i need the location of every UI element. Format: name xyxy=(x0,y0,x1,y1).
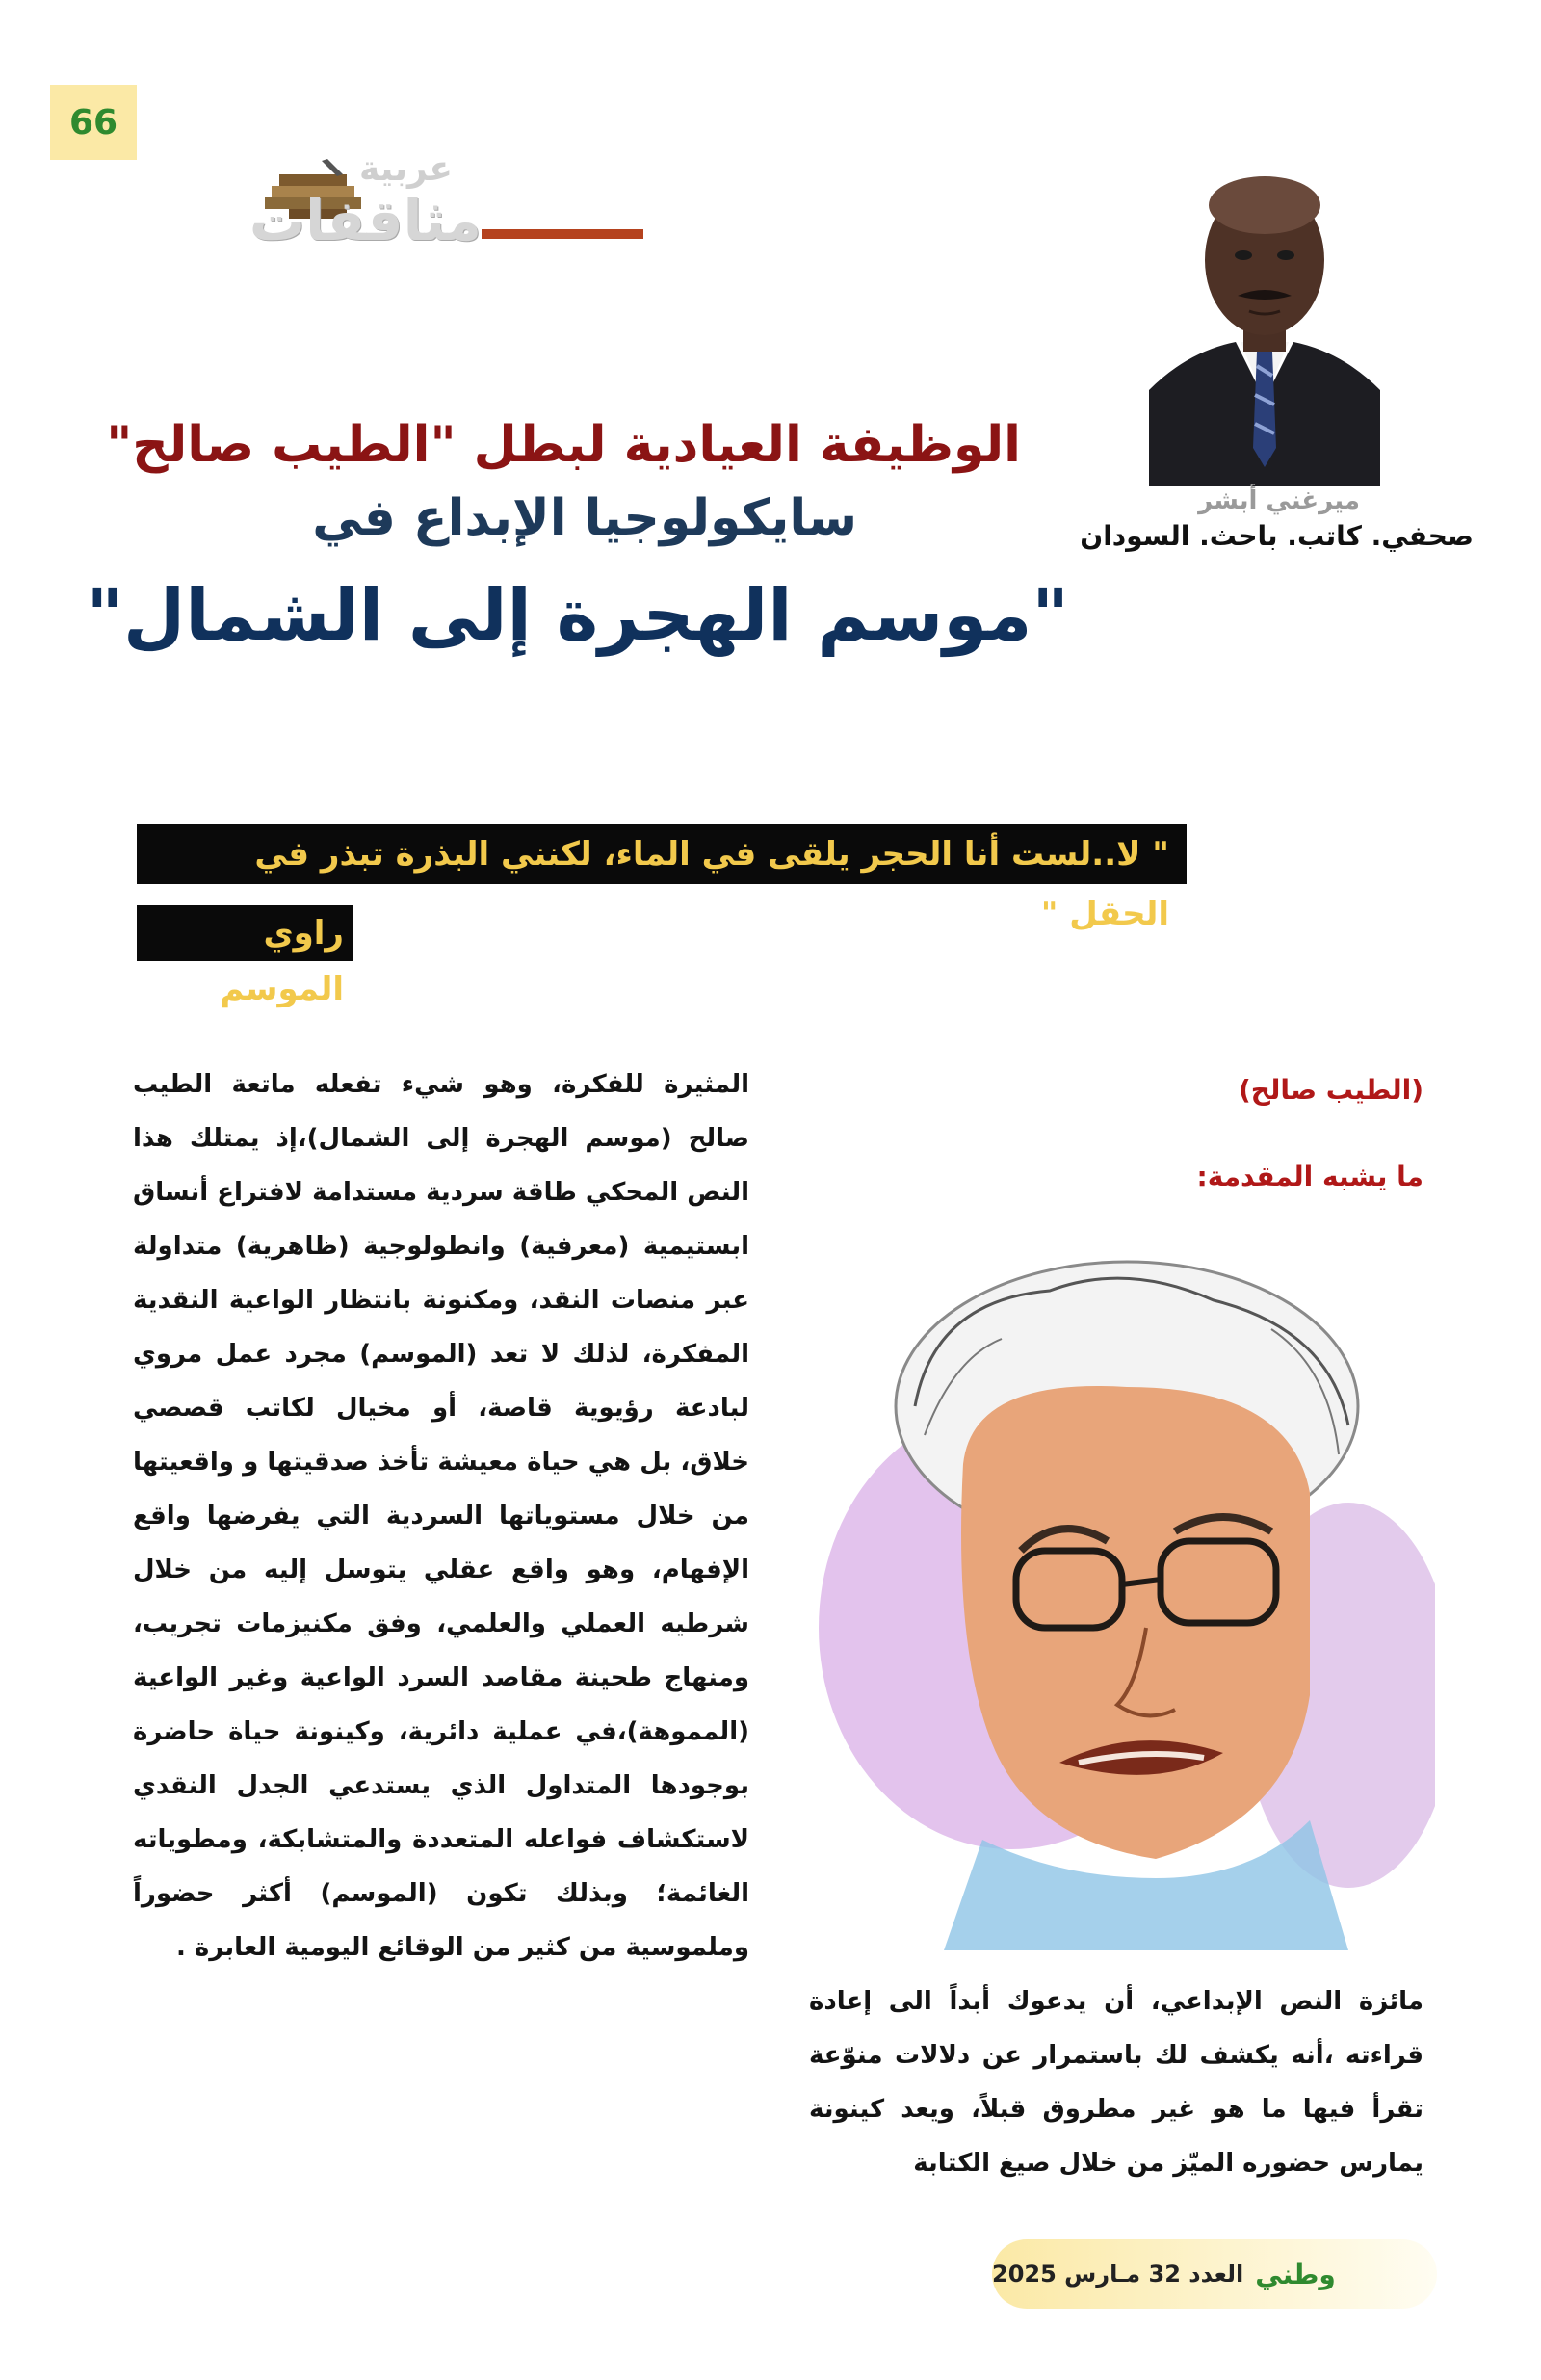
section-logo xyxy=(96,144,674,260)
body-column-left: المثيرة للفكرة، وهو شيء تفعله ماتعة الطيب صالح (موسم الهجرة إلى الشمال)،إذ يمتلك هذا النص المحكي طاقة سردية مستدامة لافتراع أنساق ابستيمية (معرفية) وانطولوجية (ظاهرية) متداولة عبر منصات النقد، ومكنونة بانتظار الواعية النقدية المفكرة، لذلك لا تعد (الموسم) مجرد عمل مروي لبادعة رؤيوية قاصة، أو مخيال لكاتب قصصي خلاق، بل هي حياة معيشة تأخذ صدقيتها و واقعيتها من خلال مستوياتها السردية التي يفرضها واقع الإفهام، وهو واقع عقلي يتوسل إليه من خلال شرطيه العملي والعلمي، وفق مكنيزمات تجريب، ومنهاج طحينة مقاصد السرد الواعية وغير الواعية (المموهة)،في عملية دائرية، وكينونة حياة حاضرة بوجودها المتداول الذي يستدعي الجدل النقدي لاستكشاف فواعله المتعددة والمتشابكة، ومطوياته الغائمة؛ وبذلك تكون (الموسم) أكثر حضوراً وملموسية من كثير من الوقائع اليومية العابرة . xyxy=(133,1070,749,1962)
author-name: ميرغني أبشر xyxy=(1198,486,1360,515)
section-logo-bar xyxy=(482,229,643,239)
article-title-line-3: "موسم الهجرة إلى الشمال" xyxy=(86,574,1069,657)
article-title-line-2: سايكولوجيا الإبداع في xyxy=(312,489,857,547)
section-logo-subtitle: عربية xyxy=(358,149,453,189)
footer-magazine-name: وطني xyxy=(1255,2258,1336,2290)
article-title-line-1: الوظيفة العيادية لبطل "الطيب صالح" xyxy=(106,416,1021,474)
footer-issue-info: العدد 32 مـارس 2025 xyxy=(992,2261,1244,2288)
author-role: صحفي. كاتب. باحث. السودان xyxy=(1080,520,1474,552)
footer-issue-badge xyxy=(992,2239,1437,2309)
author-reference: (الطيب صالح) xyxy=(1238,1074,1423,1106)
epigraph-quote: " لا..لست أنا الحجر يلقى في الماء، لكنني البذرة تبذر في الحقل " xyxy=(137,824,1187,884)
epigraph-attribution: راوي الموسم xyxy=(137,905,353,961)
section-logo-title: مثاقفات xyxy=(248,188,482,253)
portrait-illustration xyxy=(809,1242,1435,1950)
body-column-right: مائزة النص الإبداعي، أن يدعوك أبداً الى إعادة قراءته ،أنه يكشف لك باستمرار عن دلالات منوّعة تقرأ فيها ما هو غير مطروق قبلاً، ويعد كينونة يمارس حضوره الميّز من خلال صيغ الكتابة xyxy=(809,1987,1423,2178)
author-photo xyxy=(1149,159,1380,486)
intro-heading: ما يشبه المقدمة: xyxy=(1196,1161,1423,1192)
page-number: 66 xyxy=(50,85,137,160)
